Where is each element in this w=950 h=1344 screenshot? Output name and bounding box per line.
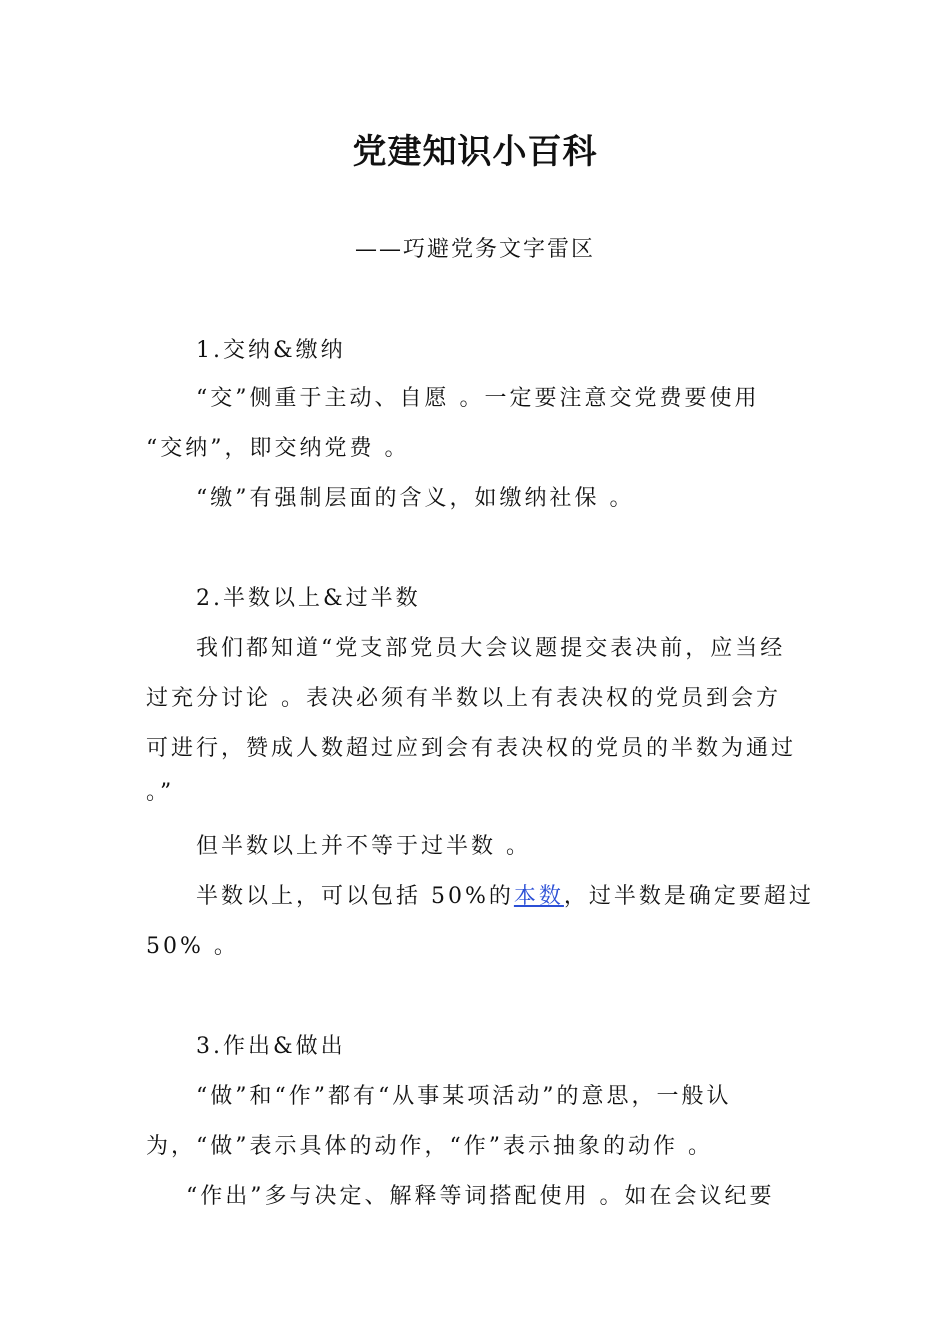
- inline-link[interactable]: 本数: [513, 884, 564, 909]
- paragraph-line: [196, 882, 814, 912]
- page-title: 党建知识小百科: [352, 132, 598, 172]
- paragraph-line: “缴”有强制层面的含义，如缴纳社保 。: [196, 486, 635, 511]
- paragraph-line: 。”: [146, 780, 175, 805]
- paragraph-line: 但半数以上并不等于过半数 。: [196, 834, 531, 859]
- paragraph-line: 过充分讨论 。表决必须有半数以上有表决权的党员到会方: [146, 686, 781, 711]
- paragraph-line: “做”和“作”都有“从事某项活动”的意思，一般认: [196, 1084, 732, 1109]
- paragraph-line: “交纳”，即交纳党费 。: [146, 436, 410, 461]
- paragraph-line: 可进行，赞成人数超过应到会有表决权的党员的半数为通过: [146, 736, 797, 761]
- paragraph-line: “作出”多与决定、解释等词搭配使用 。如在会议纪要: [186, 1184, 775, 1209]
- paragraph-line: 50% 。: [146, 934, 239, 959]
- paragraph-line: 我们都知道“党支部党员大会议题提交表决前，应当经: [196, 636, 786, 661]
- text-run: ，过半数是确定要超过: [563, 884, 814, 909]
- paragraph-line: 为，“做”表示具体的动作，“作”表示抽象的动作 。: [146, 1134, 713, 1159]
- text-run: 半数以上，可以包括 50%的: [196, 884, 514, 909]
- page-subtitle: ——巧避党务文字雷区: [354, 237, 595, 262]
- section-heading-3: 3.作出&做出: [196, 1034, 346, 1059]
- paragraph-line: “交”侧重于主动、自愿 。一定要注意交党费要使用: [196, 386, 760, 411]
- section-heading-1: 1.交纳&缴纳: [196, 338, 346, 363]
- section-heading-2: 2.半数以上&过半数: [196, 586, 421, 611]
